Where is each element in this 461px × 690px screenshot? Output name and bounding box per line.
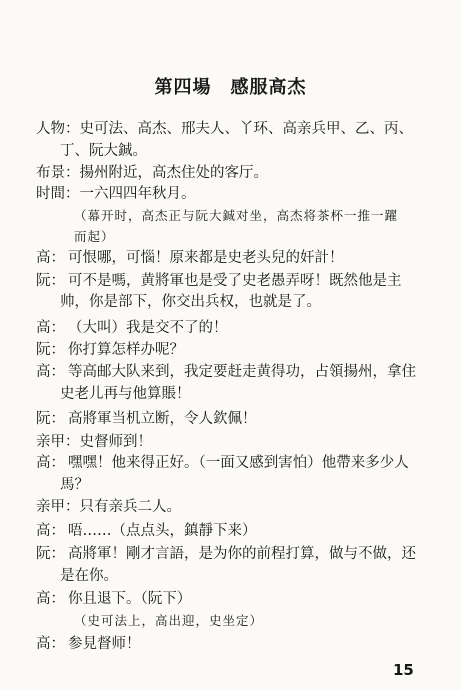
speaker-label: 人物： xyxy=(36,121,80,137)
script-line xyxy=(36,432,439,452)
speaker-label: 亲甲： xyxy=(36,434,80,450)
line-text: 可不是嗎，黄將軍也是受了史老愚弄呀！既然他是主 xyxy=(68,273,402,289)
line-text: （大叫）我是交不了的！ xyxy=(68,320,228,336)
speaker-label: 亲甲： xyxy=(36,499,80,515)
speaker-label: 高： xyxy=(36,250,65,266)
line-text: 史可法、高杰、邢夫人、丫环、高亲兵甲、乙、丙、 xyxy=(79,121,413,137)
speaker-label: 布景： xyxy=(36,165,80,181)
speaker-label: 高： xyxy=(36,364,65,380)
line-text: 史督师到！ xyxy=(79,434,152,450)
script-line xyxy=(36,497,439,517)
script-line xyxy=(36,634,439,654)
stage-direction xyxy=(74,227,439,247)
script-line xyxy=(60,141,439,161)
line-text: （幕开时，高杰正与阮大鋮对坐，高杰将茶杯一推一躍 xyxy=(74,208,399,223)
script-line xyxy=(36,340,439,360)
line-text: 而起） xyxy=(74,229,115,244)
script-line xyxy=(60,566,439,586)
line-text: 丁、阮大鋮。 xyxy=(60,143,147,159)
line-text: 参見督师！ xyxy=(68,636,141,652)
line-text: 你打算怎样办呢？ xyxy=(68,342,184,358)
speaker-label: 阮： xyxy=(36,411,65,427)
line-text: 高將軍当机立断，令人欽佩！ xyxy=(68,411,257,427)
speaker-label: 时間： xyxy=(36,186,80,202)
line-text: 唔……（点点头，鎮靜下来） xyxy=(68,523,257,539)
speaker-label: 阮： xyxy=(36,273,65,289)
script-line xyxy=(36,453,439,473)
line-text: 揚州附近，高杰住处的客厅。 xyxy=(79,165,268,181)
script-line xyxy=(36,119,439,139)
line-text: （史可法上，高出迎，史坐定） xyxy=(74,613,264,628)
stage-direction xyxy=(74,206,439,226)
script-line xyxy=(36,521,439,541)
script-line xyxy=(36,409,439,429)
script-line xyxy=(36,163,439,183)
script-line xyxy=(36,544,439,564)
line-text: 帅，你是部下，你交出兵权，也就是了。 xyxy=(60,294,321,310)
line-text: 高將軍！剛才言語，是为你的前程打算，做与不做，还 xyxy=(68,546,416,562)
line-text: 馬？ xyxy=(60,477,89,493)
scene-title: 第四場 感服高杰 xyxy=(154,77,307,98)
script-line xyxy=(36,589,439,609)
script-line xyxy=(36,184,439,204)
speaker-label: 高： xyxy=(36,455,65,471)
speaker-label: 高： xyxy=(36,320,65,336)
speaker-label: 阮： xyxy=(36,546,65,562)
line-text: 等高邮大队来到，我定要赶走黄得功，占領揚州，拿住 xyxy=(68,364,416,380)
speaker-label: 高： xyxy=(36,636,65,652)
script-line xyxy=(60,292,439,312)
line-text: 只有亲兵二人。 xyxy=(79,499,181,515)
line-text: 可恨哪，可惱！原来都是史老头兒的奸計！ xyxy=(68,250,344,266)
speaker-label: 阮： xyxy=(36,342,65,358)
speaker-label: 高： xyxy=(36,523,65,539)
line-text: 是在你。 xyxy=(60,568,118,584)
script-line xyxy=(36,318,439,338)
script-line xyxy=(60,384,439,404)
script-line xyxy=(36,362,439,382)
line-text: 嘿嘿！他来得正好。（一面又感到害怕）他帶来多少人 xyxy=(68,455,409,471)
speaker-label: 高： xyxy=(36,591,65,607)
page-number: 15 xyxy=(393,661,414,679)
line-text: 一六四四年秋月。 xyxy=(79,186,196,202)
script-line xyxy=(36,248,439,268)
script-line xyxy=(60,475,439,495)
stage-direction xyxy=(74,611,439,631)
line-text: 你且退下。（阮下） xyxy=(68,591,192,607)
script-line xyxy=(36,271,439,291)
line-text: 史老儿再与他算賬！ xyxy=(60,386,191,402)
